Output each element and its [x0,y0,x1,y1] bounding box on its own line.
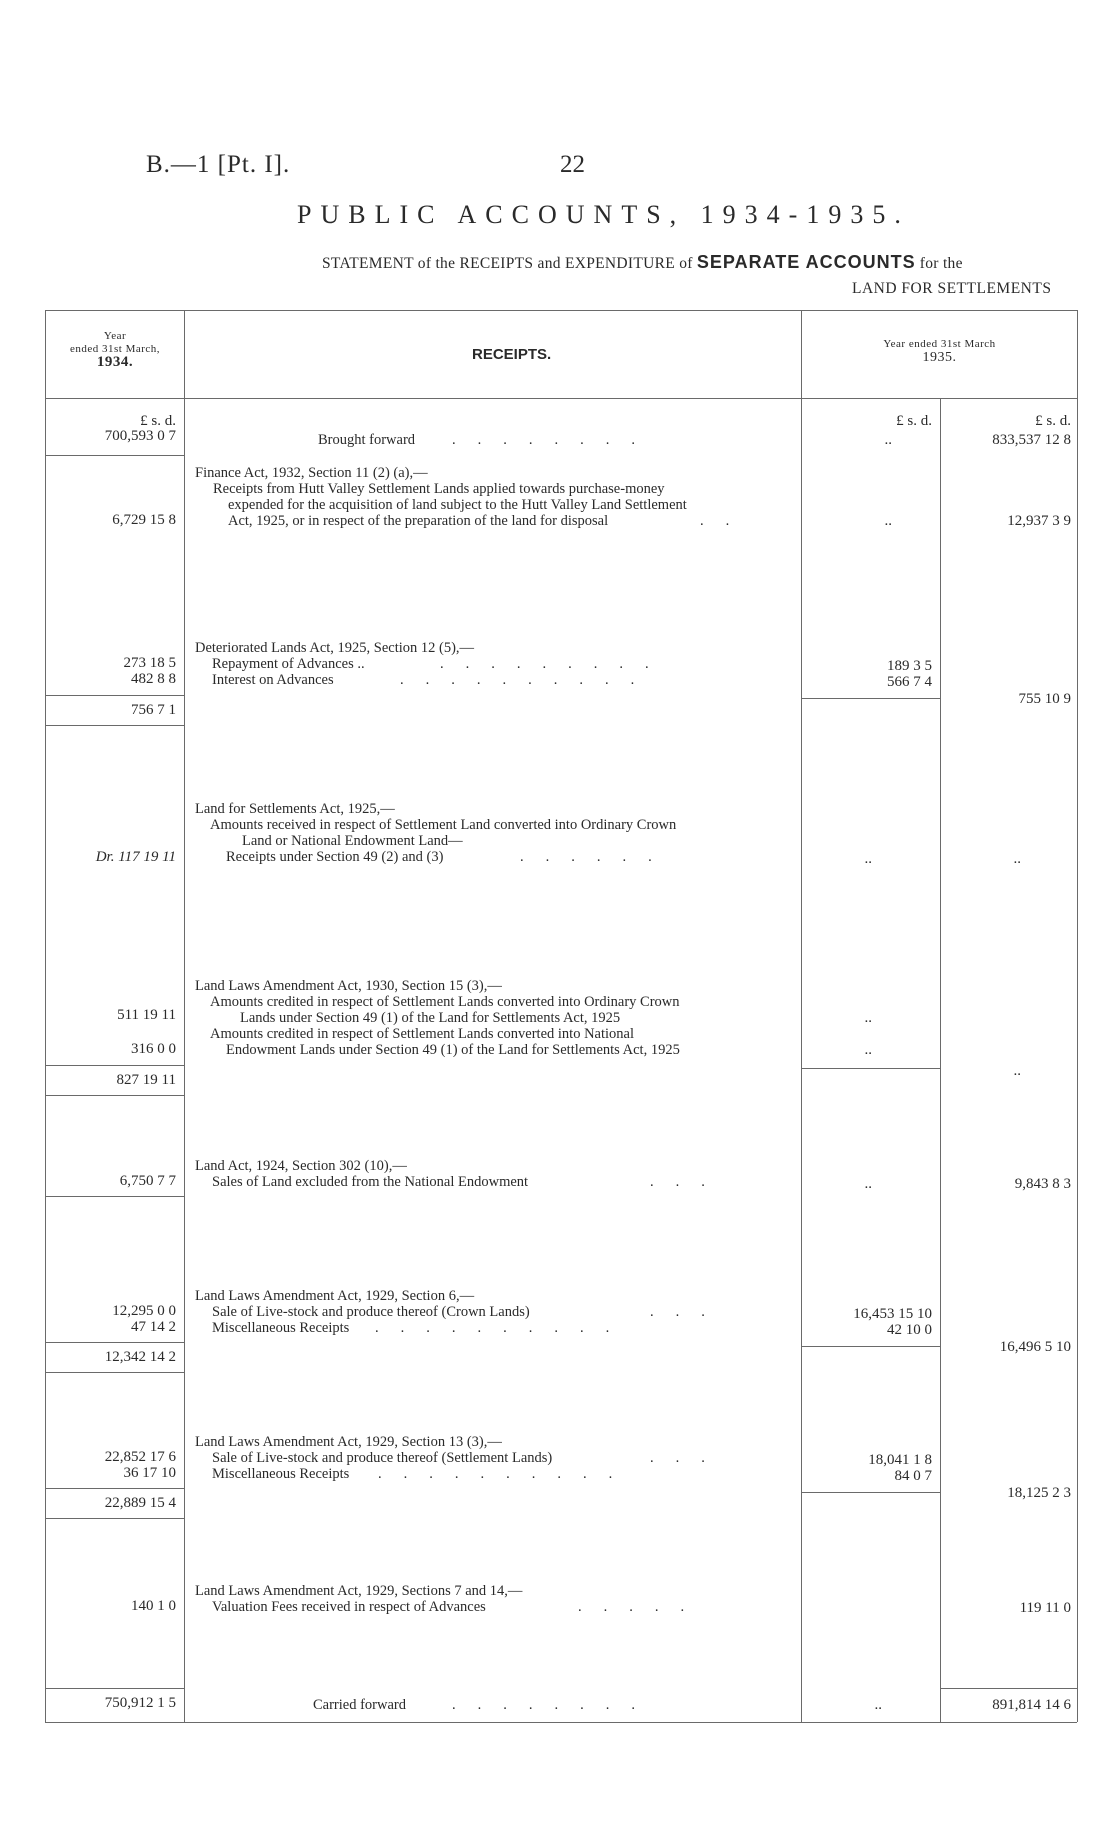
leader-dots: .......... [400,672,657,688]
lla1929s6-heading: Land Laws Amendment Act, 1929, Section 6,— [195,1288,475,1304]
lla1930-line2: Lands under Section 49 (1) of the Land for Settlements Act, 1925 [240,1010,621,1026]
row-rule [45,455,184,456]
finance-act-outer: 12,937 3 9 [1007,513,1071,529]
lla1929s13-item2-label: Miscellaneous Receipts [212,1466,350,1482]
carried-forward-inner: .. [874,1697,882,1713]
deteriorated-item2-label: Interest on Advances [212,672,334,688]
finance-act-line3: Act, 1925, or in respect of the preparation of the land for disposal [228,513,609,529]
finance-act-inner: .. [884,513,892,529]
lla1929s7-outer: 119 11 0 [1019,1600,1071,1616]
lla1929s13-outer: 18,125 2 3 [1007,1485,1071,1501]
prev-year-head-line2: ended 31st March, [69,343,161,355]
lla1930-line3: Amounts credited in respect of Settlement Lands converted into National [210,1026,635,1042]
leader-dots: ... [650,1450,727,1466]
leader-dots: .......... [375,1320,632,1336]
lla1929s13-prev1: 22,852 17 6 [104,1449,176,1465]
lfs-line3: Receipts under Section 49 (2) and (3) [226,849,444,865]
lfs-prev: Dr. 117 19 11 [95,849,176,865]
brought-forward-inner: .. [884,432,892,448]
leader-dots: ... [650,1304,727,1320]
leader-dots: ........ [452,1697,657,1713]
header-bottom-rule [45,398,1077,399]
statement-subtitle [322,252,963,273]
finance-act-heading: Finance Act, 1932, Section 11 (2) (a),— [195,465,428,481]
subtitle-part-a: STATEMENT of the RECEIPTS and EXPENDITURE of [322,255,693,272]
finance-act-line1: Receipts from Hutt Valley Settlement Lands applied towards purchase-money [213,481,665,497]
deteriorated-prev2: 482 8 8 [131,671,176,687]
inner-outer-column-divider [940,398,941,1722]
table-top-rule [45,310,1077,311]
inner-units: £ s. d. [896,413,932,429]
lla1930-outer: .. [1013,1063,1021,1079]
leader-dots: ..... [578,1599,707,1615]
land-act-line1: Sales of Land excluded from the National Endowment [212,1174,529,1190]
lfs-inner: .. [864,851,872,867]
row-rule [45,1196,184,1197]
leader-dots: ......... [440,656,671,672]
lla1929s6-prev-total: 12,342 14 2 [104,1349,176,1365]
lla1930-prev-total: 827 19 11 [116,1072,176,1088]
lla1929s13-prev-total: 22,889 15 4 [104,1495,176,1511]
brought-forward-label: Brought forward [318,432,416,448]
document-reference: B.—1 [Pt. I]. [146,151,291,178]
lla1929s6-outer: 16,496 5 10 [999,1339,1071,1355]
lla1930-prev2: 316 0 0 [131,1041,176,1057]
carried-forward-prev: 750,912 1 5 [104,1695,176,1711]
leader-dots: ... [650,1174,727,1190]
lla1929s7-prev: 140 1 0 [131,1598,176,1614]
leader-dots: .......... [378,1466,635,1482]
row-rule [45,695,184,696]
row-rule [45,1688,184,1689]
lla1929s13-inner1: 18,041 1 8 [868,1452,932,1468]
page-title: PUBLIC ACCOUNTS, 1934-1935. [297,200,910,229]
lla1930-line4: Endowment Lands under Section 49 (1) of the Land for Settlements Act, 1925 [226,1042,680,1058]
lla1930-heading: Land Laws Amendment Act, 1930, Section 15 (3),— [195,978,502,994]
lla1929s6-inner1: 16,453 15 10 [853,1306,932,1322]
deteriorated-prev-total: 756 7 1 [131,702,176,718]
lla1930-inner2: .. [864,1042,872,1058]
deteriorated-item1-label: Repayment of Advances .. [212,656,365,672]
row-rule [45,1488,184,1489]
lfs-heading: Land for Settlements Act, 1925,— [195,801,395,817]
finance-act-prev: 6,729 15 8 [112,512,176,528]
lla1929s6-prev1: 12,295 0 0 [112,1303,176,1319]
statement-subtitle-line2: LAND FOR SETTLEMENTS [852,280,1052,297]
lla1929s7-line1: Valuation Fees received in respect of Advances [212,1599,486,1615]
deteriorated-outer: 755 10 9 [1018,691,1071,707]
current-year-label: 1935. [922,350,957,365]
prev-year-column-divider [184,310,185,1722]
row-rule [45,1095,184,1096]
row-rule [801,1068,940,1069]
lla1929s6-inner2: 42 10 0 [887,1322,932,1338]
row-rule [45,1065,184,1066]
lla1929s13-prev2: 36 17 10 [123,1465,176,1481]
row-rule [45,1518,184,1519]
carried-forward-label: Carried forward [313,1697,406,1713]
lla1929s6-item1-label: Sale of Live-stock and produce thereof (Crown Lands) [212,1304,530,1320]
brought-forward-outer: 833,537 12 8 [992,432,1071,448]
lla1930-prev1: 511 19 11 [117,1007,176,1023]
leader-dots: ...... [520,849,674,865]
current-year-head-line1: Year ended 31st March [883,338,996,350]
lla1929s7-heading: Land Laws Amendment Act, 1929, Sections 7 and 14,— [195,1583,523,1599]
lfs-line2: Land or National Endowment Land— [242,833,463,849]
current-year-column-header [802,338,1077,364]
lla1930-line1: Amounts credited in respect of Settlement Lands converted into Ordinary Crown [210,994,680,1010]
row-rule [45,725,184,726]
deteriorated-lands-heading: Deteriorated Lands Act, 1925, Section 12 (5),— [195,640,475,656]
lfs-line1: Amounts received in respect of Settlement Land converted into Ordinary Crown [210,817,677,833]
page-number: 22 [560,151,585,178]
row-rule [940,1688,1077,1689]
table-right-border [1077,310,1078,1722]
carried-forward-outer: 891,814 14 6 [992,1697,1071,1713]
lla1930-inner1: .. [864,1010,872,1026]
lla1929s13-inner2: 84 0 7 [894,1468,932,1484]
table-bottom-rule [45,1722,1077,1723]
lla1929s6-prev2: 47 14 2 [131,1319,176,1335]
deteriorated-inner2: 566 7 4 [887,674,932,690]
brought-forward-prev: 700,593 0 7 [104,428,176,444]
prev-year-units: £ s. d. [140,413,176,429]
row-rule [801,1492,940,1493]
lla1929s13-item1-label: Sale of Live-stock and produce thereof (Settlement Lands) [212,1450,553,1466]
deteriorated-prev1: 273 18 5 [123,655,176,671]
prev-year-label: 1934. [96,354,134,370]
subtitle-part-c: for the [919,255,963,272]
land-act-heading: Land Act, 1924, Section 302 (10),— [195,1158,407,1174]
prev-year-column-header [46,330,184,369]
finance-act-line2: expended for the acquisition of land subject to the Hutt Valley Land Settlement [228,497,687,513]
lfs-outer: .. [1013,851,1021,867]
leader-dots: .. [700,513,752,529]
row-rule [45,1372,184,1373]
leader-dots: ........ [452,432,657,448]
lla1929s13-heading: Land Laws Amendment Act, 1929, Section 13 (3),— [195,1434,502,1450]
land-act-outer: 9,843 8 3 [1014,1176,1071,1192]
row-rule [45,1342,184,1343]
land-act-inner: .. [864,1176,872,1192]
row-rule [801,698,940,699]
lla1929s6-item2-label: Miscellaneous Receipts [212,1320,350,1336]
land-act-prev: 6,750 7 7 [119,1173,176,1189]
prev-year-head-line1: Year [103,330,127,342]
subtitle-part-b: SEPARATE ACCOUNTS [696,252,916,272]
outer-units: £ s. d. [1035,413,1071,429]
row-rule [801,1346,940,1347]
deteriorated-inner1: 189 3 5 [887,658,932,674]
receipts-column-header: RECEIPTS. [472,346,552,363]
